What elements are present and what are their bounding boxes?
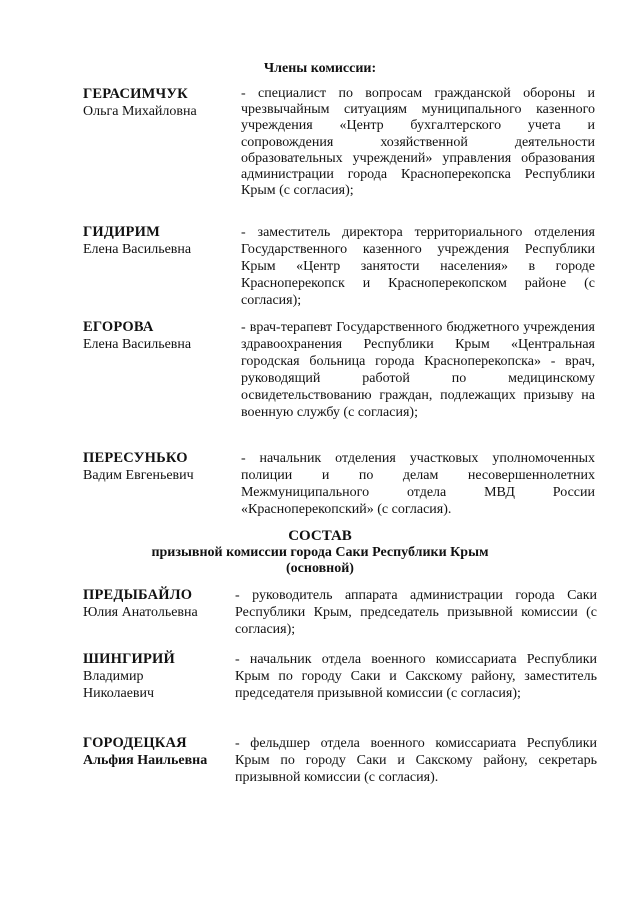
member-given-name: Юлия Анатольевна <box>83 605 198 620</box>
member-surname: ГИДИРИМ <box>83 224 160 240</box>
member-given-name: Ольга Михайловна <box>83 104 197 119</box>
member-given-name: Елена Васильевна <box>83 242 192 257</box>
composition-note: (основной) <box>286 561 354 576</box>
composition-title: СОСТАВ <box>288 528 352 544</box>
member-surname: ГОРОДЕЦКАЯ <box>83 735 187 751</box>
member-description: - начальник отдела военного комиссариата Республики Крым по городу Саки и Сакскому району, заместитель председателя призывной комиссии (с согласия); <box>235 652 597 701</box>
member-description: - специалист по вопросам гражданской обороны и чрезвычайным ситуациям муниципального казенного учреждения «Центр бухгалтерского учета и сопровождения хозяйственной деятельности образовательных учреждений» управления образования администрации города Красноперекопска Республики Крым (с согласия); <box>241 86 595 199</box>
member-given-name: Вадим Евгеньевич <box>83 468 194 483</box>
composition-subtitle: призывной комиссии города Саки Республики Крым <box>151 545 489 560</box>
member-description: - начальник отделения участковых уполномоченных полиции и по делам несовершеннолетних Межмуниципального отдела МВД России «Красноперекопский» (с согласия). <box>241 451 595 517</box>
member-patronymic: Николаевич <box>83 686 155 701</box>
member-name-block <box>83 587 233 621</box>
member-given-name: Елена Васильевна <box>83 337 192 352</box>
member-name-block <box>83 735 233 769</box>
member-description: - руководитель аппарата администрации города Саки Республики Крым, председатель призывной комиссии (с согласия); <box>235 588 597 637</box>
member-description: - заместитель директора территориального отделения Государственного казенного учреждения Республики Крым «Центр занятости населения» в городе Красноперекопск и Красноперекопском районе (с согласия); <box>241 225 595 308</box>
member-surname: ЕГОРОВА <box>83 319 154 335</box>
member-surname: ГЕРАСИМЧУК <box>83 86 188 102</box>
member-name-block <box>83 651 233 702</box>
member-name-block <box>83 224 233 258</box>
member-name-block <box>83 319 233 353</box>
member-surname: ШИНГИРИЙ <box>83 651 175 667</box>
member-surname: ПРЕДЫБАЙЛО <box>83 587 193 603</box>
member-name-block <box>83 86 233 120</box>
member-given-name: Альфия Наильевна <box>83 753 208 768</box>
member-description: - фельдшер отдела военного комиссариата Республики Крым по городу Саки и Сакскому району, секретарь призывной комиссии (с согласия). <box>235 736 597 785</box>
member-name-block <box>83 450 233 484</box>
member-description: - врач-терапевт Государственного бюджетного учреждения здравоохранения Республики Крым «Центральная городская больница города Красноперекопска» - врач, руководящий работой по медицинскому освидетельствованию граждан, подлежащих призыву на военную службу (с согласия); <box>241 320 595 420</box>
member-surname: ПЕРЕСУНЬКО <box>83 450 188 466</box>
member-given-name: Владимир <box>83 669 144 684</box>
members-heading: Члены комиссии: <box>263 61 377 76</box>
